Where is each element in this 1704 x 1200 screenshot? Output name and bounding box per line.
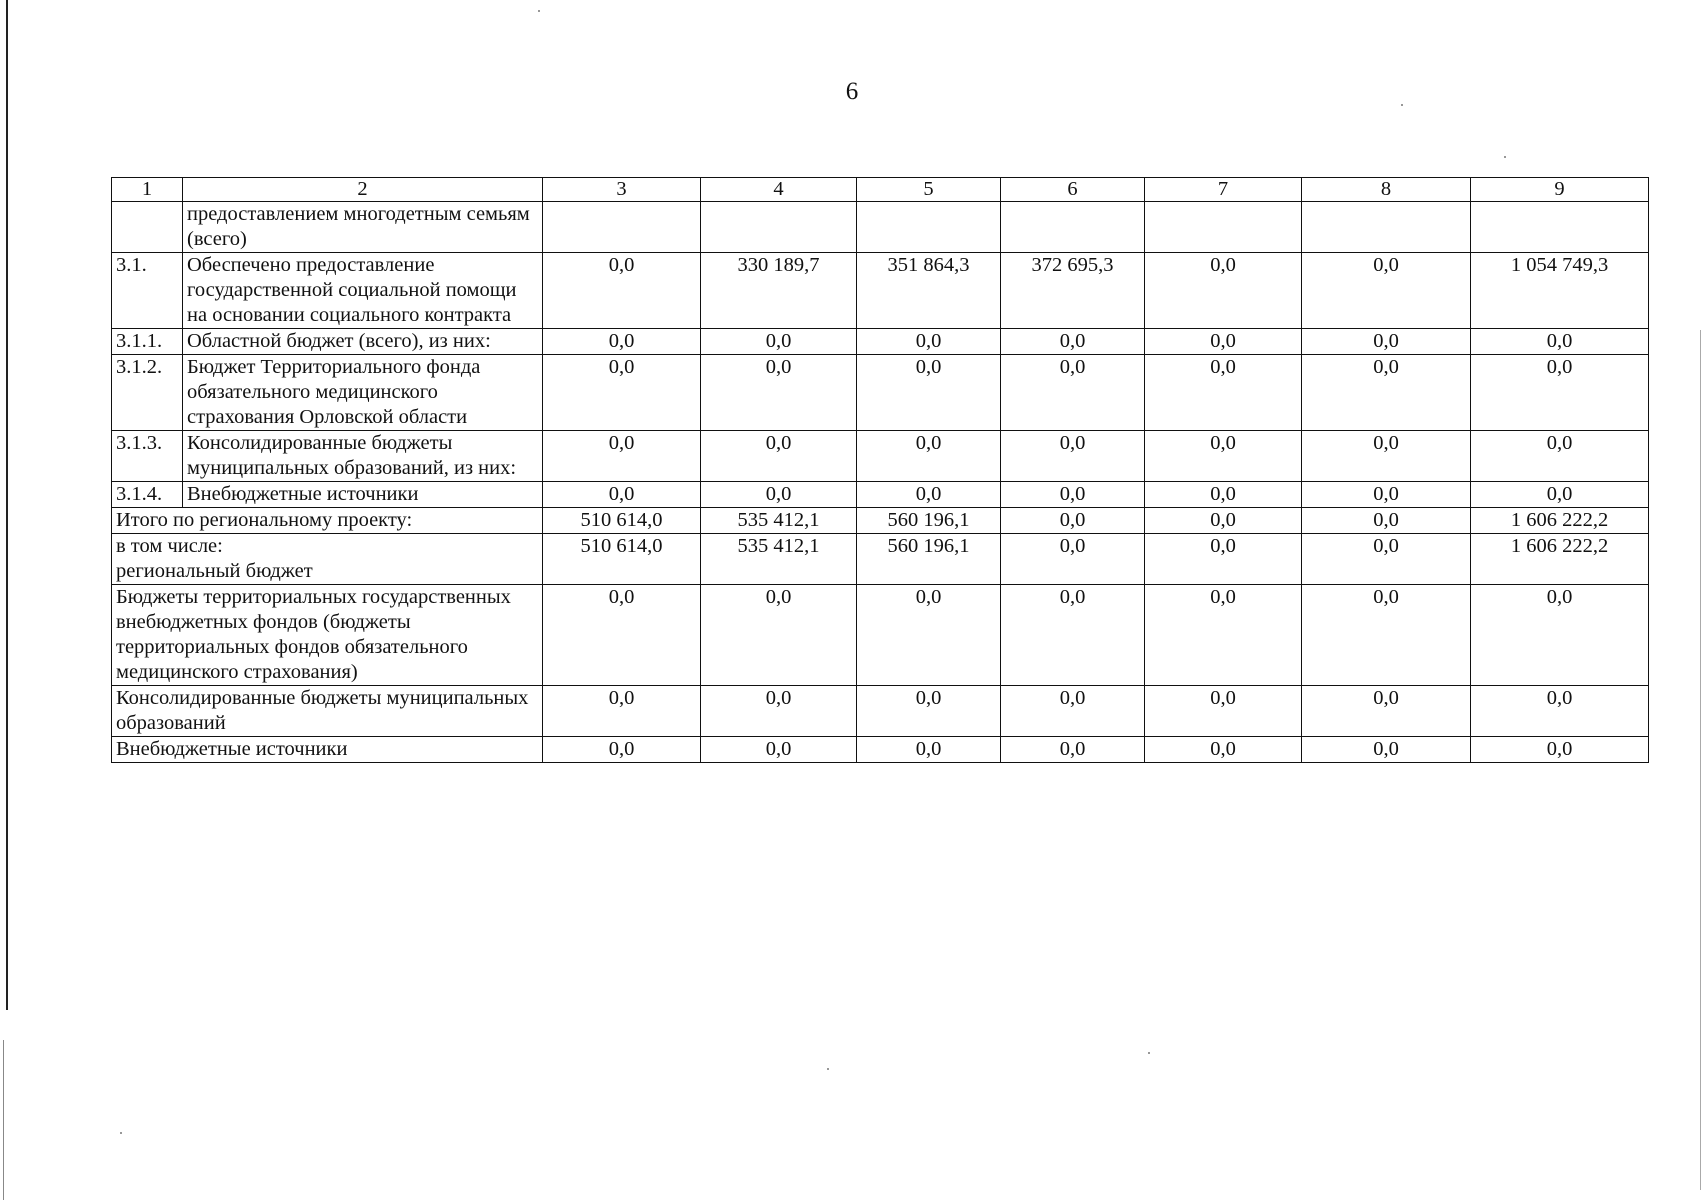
value-cell: 0,0: [1145, 431, 1302, 482]
value-cell: 0,0: [857, 355, 1001, 431]
summary-label-line: в том числе:: [116, 535, 223, 557]
value-cell: 0,0: [543, 355, 701, 431]
summary-row: [112, 585, 1649, 686]
value-cell: 0,0: [1145, 253, 1302, 329]
value-cell: 0,0: [1302, 253, 1471, 329]
summary-label: Бюджеты территориальных государственных внебюджетных фондов (бюджеты территориальных фондов обязательного медицинского страхования): [112, 585, 543, 686]
value-cell: 0,0: [1302, 482, 1471, 508]
value-cell: 0,0: [1302, 508, 1471, 534]
row-label: Консолидированные бюджеты муниципальных образований, из них:: [183, 431, 543, 482]
summary-row: [112, 534, 1649, 585]
row-label: предоставлением многодетным семьям (всего): [183, 202, 543, 253]
value-cell: 0,0: [543, 585, 701, 686]
row-index: 3.1.1.: [112, 329, 183, 355]
value-cell: 0,0: [543, 253, 701, 329]
table-cell: [1471, 202, 1649, 253]
value-cell: 560 196,1: [857, 508, 1001, 534]
value-cell: 372 695,3: [1001, 253, 1145, 329]
value-cell: 330 189,7: [701, 253, 857, 329]
value-cell: 0,0: [1471, 482, 1649, 508]
value-cell: 0,0: [857, 737, 1001, 763]
value-cell: 0,0: [1302, 737, 1471, 763]
table-row: [112, 431, 1649, 482]
value-cell: 0,0: [857, 686, 1001, 737]
summary-label: [112, 534, 543, 585]
summary-row: [112, 508, 1649, 534]
value-cell: 0,0: [701, 329, 857, 355]
summary-row: [112, 737, 1649, 763]
column-header: 1: [112, 178, 183, 202]
value-cell: 1 606 222,2: [1471, 534, 1649, 585]
value-cell: 1 606 222,2: [1471, 508, 1649, 534]
table-row: [112, 482, 1649, 508]
summary-label-line: региональный бюджет: [116, 560, 313, 582]
value-cell: 535 412,1: [701, 508, 857, 534]
value-cell: 0,0: [1001, 329, 1145, 355]
scan-speck: [1504, 156, 1506, 158]
table-cell: [543, 202, 701, 253]
value-cell: 0,0: [1302, 355, 1471, 431]
value-cell: 0,0: [1145, 329, 1302, 355]
value-cell: 0,0: [701, 686, 857, 737]
value-cell: 0,0: [543, 482, 701, 508]
value-cell: 0,0: [1001, 534, 1145, 585]
table-row: [112, 329, 1649, 355]
value-cell: 0,0: [543, 329, 701, 355]
value-cell: 0,0: [1145, 534, 1302, 585]
table-row: [112, 355, 1649, 431]
table-cell: [1001, 202, 1145, 253]
scan-speck: [538, 10, 540, 12]
row-index: 3.1.4.: [112, 482, 183, 508]
scan-edge-left-lower: [3, 1040, 4, 1200]
value-cell: 0,0: [1145, 585, 1302, 686]
value-cell: 0,0: [1302, 686, 1471, 737]
value-cell: 0,0: [1471, 355, 1649, 431]
scan-edge-left: [6, 0, 8, 1010]
value-cell: 0,0: [1471, 329, 1649, 355]
value-cell: 1 054 749,3: [1471, 253, 1649, 329]
value-cell: 0,0: [1001, 585, 1145, 686]
row-label: Обеспечено предоставление государственной социальной помощи на основании социального контракта: [183, 253, 543, 329]
column-header: 7: [1145, 178, 1302, 202]
column-header: 9: [1471, 178, 1649, 202]
column-header: 8: [1302, 178, 1471, 202]
value-cell: 351 864,3: [857, 253, 1001, 329]
column-header: 2: [183, 178, 543, 202]
value-cell: 0,0: [857, 482, 1001, 508]
value-cell: 0,0: [701, 431, 857, 482]
row-index: 3.1.3.: [112, 431, 183, 482]
value-cell: 0,0: [857, 431, 1001, 482]
scan-speck: [827, 1068, 829, 1070]
scan-speck: [120, 1132, 122, 1134]
value-cell: 0,0: [543, 737, 701, 763]
table-row: [112, 202, 1649, 253]
scan-speck: [1148, 1052, 1150, 1054]
value-cell: 0,0: [701, 355, 857, 431]
row-label: Бюджет Территориального фонда обязательного медицинского страхования Орловской области: [183, 355, 543, 431]
value-cell: 0,0: [1471, 431, 1649, 482]
value-cell: 0,0: [1001, 482, 1145, 508]
summary-label: Консолидированные бюджеты муниципальных образований: [112, 686, 543, 737]
value-cell: 510 614,0: [543, 508, 701, 534]
value-cell: 0,0: [1145, 508, 1302, 534]
table-cell: [112, 202, 183, 253]
value-cell: 0,0: [543, 431, 701, 482]
value-cell: 0,0: [1145, 355, 1302, 431]
value-cell: 0,0: [701, 482, 857, 508]
value-cell: 560 196,1: [857, 534, 1001, 585]
value-cell: 0,0: [701, 737, 857, 763]
page-number: 6: [845, 78, 859, 105]
summary-label: Внебюджетные источники: [112, 737, 543, 763]
row-label: Внебюджетные источники: [183, 482, 543, 508]
value-cell: 0,0: [857, 585, 1001, 686]
table-cell: [1302, 202, 1471, 253]
column-header: 5: [857, 178, 1001, 202]
column-header: 4: [701, 178, 857, 202]
value-cell: 0,0: [1302, 329, 1471, 355]
value-cell: 0,0: [701, 585, 857, 686]
row-index: 3.1.2.: [112, 355, 183, 431]
budget-table: [111, 177, 1649, 763]
table-cell: [1145, 202, 1302, 253]
row-index: 3.1.: [112, 253, 183, 329]
scan-edge-right: [1700, 330, 1701, 1190]
value-cell: 0,0: [1302, 585, 1471, 686]
summary-label: Итого по региональному проекту:: [112, 508, 543, 534]
value-cell: 0,0: [1001, 686, 1145, 737]
value-cell: 0,0: [1302, 431, 1471, 482]
value-cell: 0,0: [1001, 431, 1145, 482]
table-header-row: [112, 178, 1649, 202]
column-header: 3: [543, 178, 701, 202]
table-cell: [857, 202, 1001, 253]
value-cell: 0,0: [1145, 482, 1302, 508]
value-cell: 0,0: [1001, 737, 1145, 763]
value-cell: 0,0: [1001, 508, 1145, 534]
value-cell: 0,0: [1145, 686, 1302, 737]
value-cell: 510 614,0: [543, 534, 701, 585]
value-cell: 0,0: [543, 686, 701, 737]
value-cell: 0,0: [857, 329, 1001, 355]
value-cell: 0,0: [1001, 355, 1145, 431]
value-cell: 0,0: [1471, 737, 1649, 763]
value-cell: 535 412,1: [701, 534, 857, 585]
value-cell: 0,0: [1471, 585, 1649, 686]
summary-row: [112, 686, 1649, 737]
row-label: Областной бюджет (всего), из них:: [183, 329, 543, 355]
value-cell: 0,0: [1145, 737, 1302, 763]
value-cell: 0,0: [1302, 534, 1471, 585]
column-header: 6: [1001, 178, 1145, 202]
table-row: [112, 253, 1649, 329]
table-cell: [701, 202, 857, 253]
value-cell: 0,0: [1471, 686, 1649, 737]
